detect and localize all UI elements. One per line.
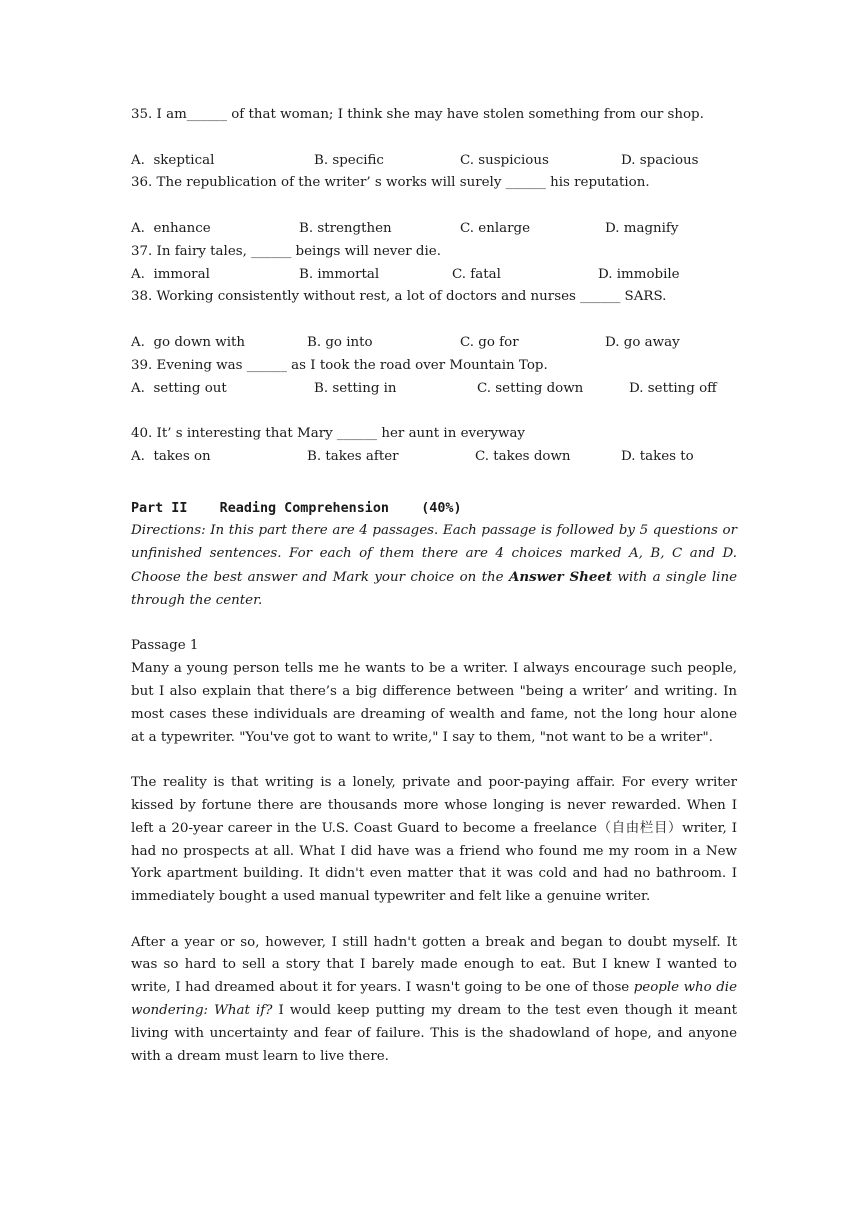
- option-d: D. setting off: [629, 380, 717, 396]
- option-a: A. setting out: [131, 380, 227, 396]
- option-d: D. takes to: [621, 448, 694, 464]
- question-37-options: [131, 264, 737, 287]
- option-c: C. setting down: [477, 380, 584, 396]
- directions-tail: with a single line through the center.: [131, 569, 737, 608]
- spacer: [131, 909, 737, 932]
- question-39-stem: 39. Evening was ______ as I took the road over Mountain Top.: [131, 357, 548, 373]
- option-b: B. takes after: [307, 448, 399, 464]
- option-a: A. immoral: [131, 266, 210, 282]
- directions-lead: Directions: In this part there are 4 passages. Each passage is followed by 5 questions or unfinished sentences. For each of them there are 4 choices marked A, B, C and D. Choose the best answer and Mark your choice on the: [131, 523, 737, 585]
- directions-text: [131, 520, 737, 612]
- question-37-stem: 37. In fairy tales, ______ beings will never die.: [131, 243, 441, 259]
- spacer: [131, 127, 737, 150]
- paragraph-3-italic-phrase: people who die wondering: What if?: [131, 980, 737, 1019]
- option-d: D. spacious: [621, 152, 699, 168]
- paragraph-3-lead: After a year or so, however, I still hadn't gotten a break and began to doubt myself. It was so hard to sell a story that I barely made enough to eat. But I knew I wanted to write, I had dreamed about it for years. I wasn't going to be one of those: [131, 934, 737, 996]
- option-c: C. fatal: [452, 266, 501, 282]
- answer-sheet-emphasis: Answer Sheet: [508, 568, 613, 585]
- option-a: A. enhance: [131, 220, 211, 236]
- question-36-stem: 36. The republication of the writer’ s works will surely ______ his reputation.: [131, 175, 650, 191]
- option-d: D. immobile: [598, 266, 680, 282]
- spacer: [131, 749, 737, 772]
- document-page: [131, 104, 737, 1068]
- spacer: [131, 195, 737, 218]
- spacer: [131, 400, 737, 423]
- passage-paragraph-2: The reality is that writing is a lonely, private and poor-paying affair. For every writer kissed by fortune there are thousands more whose longing is never rewarded. When I left a 20-year career in the U.S. Coast Guard to become a freelance（自由栏目）writer, I had no prospects at all. What I did have was a friend who found me my room in a New York apartment building. It didn't even matter that it was cold and had no bathroom. I immediately bought a used manual typewriter and felt like a genuine writer.: [131, 775, 737, 905]
- option-b: B. setting in: [314, 380, 397, 396]
- paragraph-3-tail: I would keep putting my dream to the test even though it meant living with uncertainty and fear of failure. This is the shadowland of hope, and anyone with a dream must learn to live there.: [131, 1003, 738, 1064]
- option-a: A. go down with: [131, 334, 246, 350]
- question-35-stem: 35. I am______ of that woman; I think she may have stolen something from our shop.: [131, 107, 704, 122]
- option-a: A. takes on: [131, 448, 211, 464]
- option-b: B. go into: [307, 334, 373, 350]
- option-c: C. suspicious: [460, 152, 549, 168]
- option-b: B. immortal: [299, 266, 380, 282]
- spacer: [131, 469, 737, 492]
- option-c: C. enlarge: [460, 220, 530, 236]
- option-b: B. specific: [314, 152, 384, 168]
- question-38-stem: 38. Working consistently without rest, a lot of doctors and nurses ______ SARS.: [131, 289, 667, 305]
- question-39-options: [131, 378, 737, 401]
- question-35-options: [131, 150, 737, 173]
- spacer: [131, 309, 737, 332]
- question-40-stem: 40. It’ s interesting that Mary ______ her aunt in everyway: [131, 426, 525, 442]
- option-d: D. magnify: [605, 220, 679, 236]
- passage-paragraph-3: [131, 932, 737, 1069]
- passage-title: Passage 1: [131, 638, 199, 654]
- option-d: D. go away: [605, 334, 680, 350]
- question-40-options: [131, 446, 737, 469]
- option-a: A. skeptical: [131, 152, 215, 168]
- section-heading: Part II Reading Comprehension (40%): [131, 500, 462, 516]
- spacer: [131, 613, 737, 636]
- passage-paragraph-1: Many a young person tells me he wants to be a writer. I always encourage such people, but I also explain that there’s a big difference between "being a writer’ and writing. In most cases these individuals are dreaming of wealth and fame, not the long hour alone at a typewriter. "You've got to want to write," I say to them, "not want to be a writer".: [131, 661, 737, 745]
- option-c: C. takes down: [475, 448, 571, 464]
- question-38-options: [131, 332, 737, 355]
- option-c: C. go for: [460, 334, 519, 350]
- question-36-options: [131, 218, 737, 241]
- option-b: B. strengthen: [299, 220, 392, 236]
